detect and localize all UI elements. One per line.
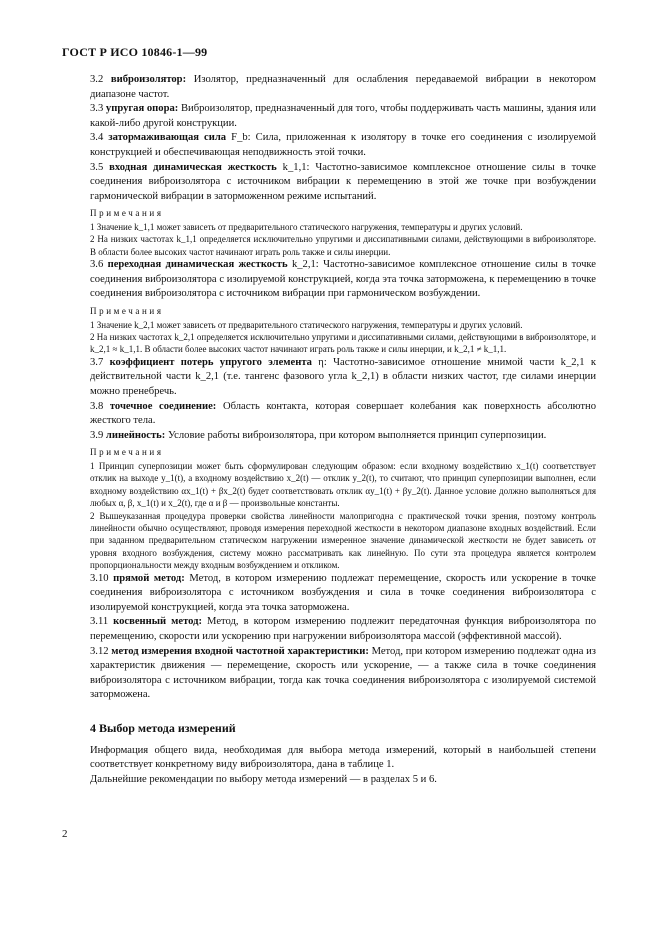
definition-paragraph (90, 615, 596, 644)
definition-paragraph (90, 400, 596, 429)
definition-text: k_1,1: Частотно-зависимое комплексное отношение силы в точке соединения виброизолятора с источником вибрации к перемещению в этой же точке при возбуждении гармонической вибрации в заторможенном режиме испытаний. (90, 161, 597, 202)
clause-number: 3.12 (90, 645, 112, 657)
term: коэффициент потерь упругого элемента (109, 356, 312, 368)
definition-text: F_b: Сила, приложенная к изолятору в точке его соединения с изолируемой конструкцией и обеспечивающая неподвижность этой точки. (90, 132, 596, 158)
term: линейность: (105, 429, 166, 441)
term: метод измерения входной частотной характеристики: (111, 645, 369, 657)
clause-number: 3.8 (90, 400, 110, 412)
clause-number: 3.5 (90, 161, 110, 173)
note-line: 2 На низких частотах k_2,1 определяется исключительно упругими и диссипативными силами, действующими в виброизоляторе, и k_2,1 ≈ k_1,1. В области более высоких частот начинают играть роль также и силы инерции, и k_2,1 ≠ k_1,1. (90, 331, 596, 355)
document-header: ГОСТ Р ИСО 10846-1—99 (62, 45, 208, 59)
notes-title: Примечания (90, 447, 164, 458)
term: точечное соединение: (109, 400, 217, 412)
term: переходная динамическая жесткость (107, 259, 288, 271)
term: прямой метод: (113, 572, 185, 584)
notes-title: Примечания (90, 305, 164, 316)
clause-number: 3.2 (90, 74, 111, 85)
definition-paragraph (90, 161, 596, 205)
definition-text: Метод, в котором измерению подлежит передаточная функция виброизолятора по перемещению, скорости или ускорению при нагружении виброизолятора массой (эффективной массой). (90, 616, 596, 642)
definition-text: Виброизолятор, предназначенный для того, чтобы поддерживать часть машины, здания или какой-либо другой конструкции. (90, 103, 596, 129)
body-paragraph: Дальнейшие рекомендации по выбору метода измерений — в разделах 5 и 6. (90, 773, 437, 785)
definition-text: Метод, в котором измерению подлежат перемещение, скорость или ускорение в точке соединения виброизолятора с источником возбуждения и сила в точке соединения виброизолятора с изолируемой конструкцией, когда эта точка заторможена. (90, 572, 597, 613)
term: виброизолятор: (110, 74, 187, 85)
document-body (90, 73, 596, 787)
definition-paragraph (90, 131, 596, 160)
clause-number: 3.3 (90, 103, 106, 115)
definition-paragraph (90, 73, 596, 102)
clause-number: 3.10 (90, 572, 114, 584)
definition-text: η: Частотно-зависимое отношение мнимой части k_2,1 к действительной части k_2,1 (т.е. тангенс фазового угла k_2,1) в области низких частот, где силами инерции можно пренебречь. (90, 356, 596, 397)
definition-paragraph (90, 429, 596, 444)
note-line: 1 Значение k_1,1 может зависеть от предварительного статического нагружения, температуры и других условий. (90, 221, 523, 232)
definition-paragraph (90, 645, 596, 703)
definition-paragraph (90, 258, 596, 302)
definition-text: Область контакта, которая совершает колебания как поверхность абсолютно жесткого тела. (90, 400, 596, 427)
definition-text: Условие работы виброизолятора, при котором выполняется принцип суперпозиции. (165, 429, 547, 441)
note-line: 2 На низких частотах k_1,1 определяется исключительно упругими и диссипативными силами, действующими в виброизоляторе. В области более высоких частот начинают играть роль также и силы инерции. (90, 234, 596, 257)
term: упругая опора: (105, 103, 179, 115)
notes-title: Примечания (90, 208, 164, 219)
definition-paragraph (90, 572, 596, 616)
definition-paragraph (90, 102, 596, 131)
clause-number: 3.7 (90, 356, 110, 368)
note-line: 1 Принцип суперпозиции может быть сформулирован следующим образом: если входному воздействию x_1(t) соответствует отклик на выходе y_1(t), а входному воздействию x_2(t) — отклик y_2(t), то считают, что принцип суперпозиции выполнен, если входному воздействию αx_1(t) + βx_2(t) будет соответствовать отклик αy_1(t) + βy_2(t). Данное условие должно выполняться для любых α, β, x_1(t) и x_2(t), где α и β — произвольные константы. (90, 460, 596, 509)
note-line: 1 Значение k_2,1 может зависеть от предварительного статического нагружения, температуры и других условий. (90, 319, 523, 330)
section-heading: 4 Выбор метода измерений (90, 720, 236, 735)
term: косвенный метод: (113, 616, 203, 628)
notes-block (90, 304, 596, 356)
notes-block (90, 445, 596, 571)
definition-text: Изолятор, предназначенный для ослабления передаваемой вибрации в некотором диапазоне частот. (90, 74, 597, 100)
clause-number: 3.4 (90, 132, 109, 144)
clause-number: 3.6 (90, 259, 108, 271)
page-number: 2 (62, 828, 68, 840)
definition-paragraph (90, 356, 596, 400)
clause-number: 3.11 (90, 616, 114, 628)
clause-number: 3.9 (90, 429, 106, 441)
body-paragraph: Информация общего вида, необходимая для выбора метода измерений, который в наибольшей степени соответствует конкретному виду виброизолятора, дана в таблице 1. (90, 744, 596, 771)
definition-text: Метод, при котором измерению подлежат одна из характеристик движения — перемещение, скорость или ускорение, — а также сила в точке соединения виброизолятора с источником вибрации, тогда как точка соединения виброизолятора с изолируемой системой заторможена. (90, 645, 596, 701)
term: входная динамическая жесткость (109, 161, 277, 173)
note-line: 2 Вышеуказанная процедура проверки свойства линейности малопригодна с практической точки зрения, поэтому контроль линейности обычно осуществляют, проводя измерения переходной жесткости в некотором диапазоне входных воздействий. Если при заданном предварительном статическом нагружении измеренное значение динамической жесткости не будет зависеть от уровня входного возбуждения, систему можно рассматривать как линейную. По сути эта процедура является контролем пропорциональности между входным возбуждением и откликом. (90, 510, 596, 571)
notes-block (90, 206, 596, 258)
definition-text: k_2,1: Частотно-зависимое комплексное отношение силы в точке соединения виброизолятора с изолируемой конструкцией, когда эта точка заторможена, к перемещению в точке соединения виброизолятора с источником вибрации при гармоническом возбуждении. (90, 259, 597, 300)
term: затормаживающая сила (108, 132, 227, 144)
